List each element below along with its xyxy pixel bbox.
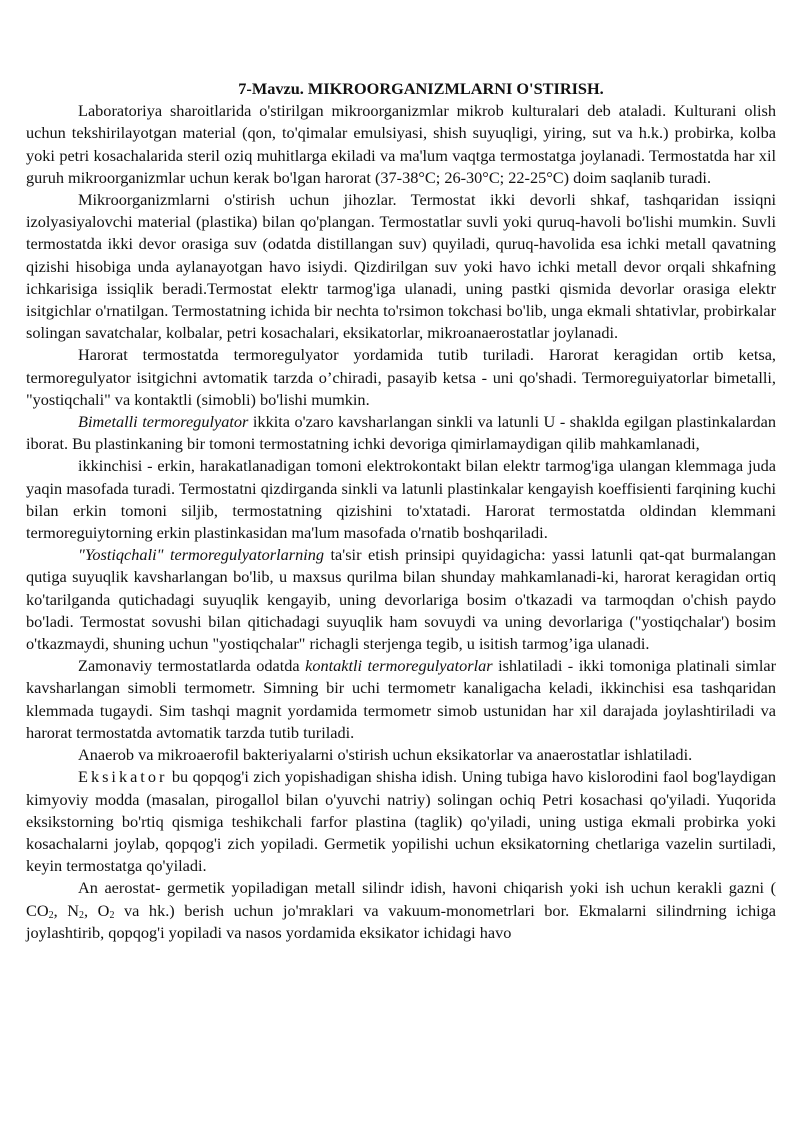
- term-pillow: "Yostiqchali" termoregulyatorlarning: [78, 545, 325, 565]
- page-title: 7-Mavzu. MIKROORGANIZMLARNI O'STIRISH.: [238, 79, 604, 98]
- term-contact: kontaktli termoregulyatorlar: [305, 656, 493, 676]
- paragraph-thermoregulator: Harorat termostatda termoregulyator yordamida tutib turiladi. Harorat keragidan ortib ketsa, termoregulyator isitgichni avtomatik tarzda o’chiradi, pasayib ketsa - uni qo'shadi. Termoreguiyatorlar bimetalli, "yostiqchali" va kontaktli (simobli) bo'lishi mumkin.: [26, 345, 776, 409]
- paragraph-pillow-text: ta'sir etish prinsipi quyidagicha: yassi latunli qat-qat burmalangan qutiga suyuqlik kavsharlangan bo'lib, u maxsus qurilma bilan shunday mahkamlanadi-ki, harorat keragidan ortiq ko'tarilganda qutichadagi suyuqlik kengayib, uning devorlariga bosim o'tkazadi va tarmoqdan o'chish paydo bo'ladi. Termostat sovushi bilan qitichadagi suyuqlik ham sovuydi va uning devorlariga ("yostiqchalar') bosim o'tkazmaydi, shuning uchun "yostiqchalar" richagli sterjenga tegib, u isitish tarmog’iga ulanadi.: [26, 545, 776, 654]
- anaerostat-text-4: va hk.) berish uchun jo'mraklari va vakuum-monometrlari bor. Ekmalarni silindrning ichiga joylashtirib, qopqog'i yopiladi va nasos yordamida eksikator ichidagi havo: [26, 900, 777, 942]
- paragraph-bimetal: [26, 411, 776, 455]
- paragraph-equipment: Mikroorganizmlarni o'stirish uchun jihozlar. Termostat ikki devorli shkaf, tashqaridan issiqni izolyasiyalovchi material (plastika) bilan qo'plangan. Termostatlar suvli yoki quruq-havoli bo'lishi mumkin. Suvli termostatda ikki devor orasiga suv (odatda distillangan suv) quyiladi, quruq-havolida esa ichki metall qavatning qizishi hisobiga unda aylanayotgan havo isiydi. Qizdirilgan suv yoki havo ichki metall devor orqali shkafning ichkarisiga issiqlik beradi.Termostat elektr tarmog'iga ulanadi, uning pastki qismida devorlar orasiga elektr isitgichlar o'rnatilgan. Termostatning ichida bir nechta to'rsimon tokchasi bo'lib, unga ekmali shtativlar, probirkalar solingan savatchalar, kolbalar, petri kosachalari, eksikatorlar, mikroanaerostatlar joylanadi.: [26, 190, 776, 343]
- subscript-n2: 2: [79, 909, 85, 921]
- paragraph-bimetal-text: ikkita o'zaro kavsharlangan sinkli va latunli U - shaklda egilgan plastinkalardan iborat. Bu plastinkaning bir tomoni termostatning ichki devoriga qimirlamaydigan qilib mahkamlanadi,: [26, 412, 776, 454]
- anaerostat-text-3: , O: [84, 900, 110, 920]
- anaerostat-text-2: , N: [53, 900, 80, 920]
- paragraph-anaerobic: Anaerob va mikroaerofil bakteriyalarni o'stirish uchun eksikatorlar va anaerostatlar ishlatiladi.: [78, 745, 693, 765]
- paragraph-intro: Laboratoriya sharoitlarida o'stirilgan mikroorganizmlar mikrob kulturalari deb ataladi. Kulturani olish uchun tekshirilayotgan material (qon, to'qimalar emulsiyasi, shish suyuqligi, yiring, sut va h.k.) probirka, kolba yoki petri kosachalarida steril oziq muhitlarga ekiladi va ma'lum vaqtga termostatga joylanadi. Termostatda har xil guruh mikroorganizmlar uchun kerak bo'lgan harorat (37-38°C; 26-30°C; 22-25°C) doim saqlanib turadi.: [26, 101, 776, 187]
- paragraph-exsiccator: [26, 766, 776, 877]
- paragraph-contact: [26, 655, 776, 744]
- paragraph-contact-text: ishlatiladi - ikki tomoniga platinali simlar kavsharlangan simobli termometr. Simning bir uchi termometr kanaligacha keladi, ikkinchisi esa tashqaridan klemmada tugaydi. Sim tashqi magnit yordamida termometr simob ustunidan har xil darajada joylashtiriladi va harorat termostatda avtomatik tarzda tutib turiladi.: [26, 656, 776, 742]
- paragraph-bimetal-continued: ikkinchisi - erkin, harakatlanadigan tomoni elektrokontakt bilan elektr tarmog'iga ulangan klemmaga juda yaqin masofada turadi. Termostatni qizdirganda sinkli va latunli plastinkalar kengayish koeffisienti farqining kuchi bilan erkin tomoni siljib, termostatning qizishini to'xtatadi. Harorat termostatda oldindan klemmani termoreguiytorning erkin plastinkasidan ma'lum masofada o'rnatib boshqariladi.: [26, 456, 776, 543]
- anaerostat-text-1: An aerostat- germetik yopiladigan metall silindr idish, havoni chiqarish yoki ish uchun kerakli gazni ( CO: [26, 878, 776, 920]
- subscript-co2: 2: [48, 909, 54, 921]
- term-bimetal: Bimetalli termoregulyator: [78, 412, 249, 432]
- subscript-o2: 2: [109, 909, 115, 921]
- paragraph-anaerostat: [26, 877, 776, 944]
- paragraph-contact-intro: Zamonaviy termostatlarda odatda: [78, 656, 306, 676]
- paragraph-pillow: [26, 544, 776, 655]
- paragraph-exsiccator-text: bu qopqog'i zich yopishadigan shisha idish. Uning tubiga havo kislorodini faol bog'laydigan kimyoviy modda (masalan, pirogallol bilan o'yuvchi natriy) solingan ochiq Petri kosachasi qo'yiladi. Yuqorida eksikstorning bo'rtiq qismiga teshikchali farfor plastina (taglik) qo'yiladi, uning ustiga ekmali probirka yoki kosachalarni joylab, qopqog'i zich yopiladi. Germetik yopilishi uchun eksikatorning chetlariga vazelin surtiladi, keyin termostatga qo'yiladi.: [26, 767, 776, 876]
- term-exsiccator: Eksikator: [78, 767, 168, 787]
